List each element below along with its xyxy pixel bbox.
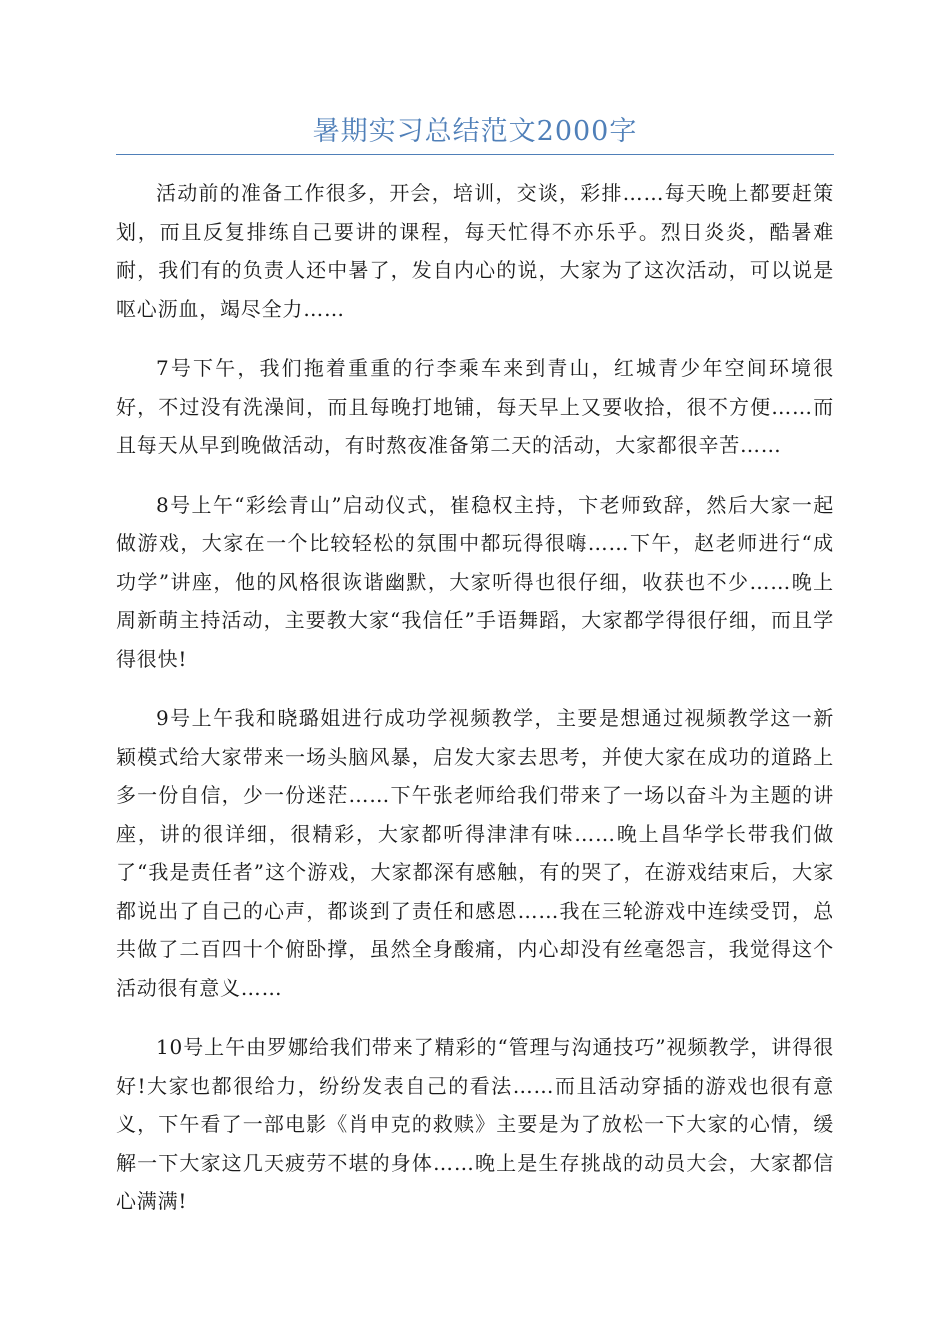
title-underline [116,154,834,155]
paragraph-4: 9号上午我和晓璐姐进行成功学视频教学，主要是想通过视频教学这一新颖模式给大家带来一场头脑风暴，启发大家去思考，并使大家在成功的道路上多一份自信，少一份迷茫……下午张老师给我们带来了一场以奋斗为主题的讲座，讲的很详细，很精彩，大家都听得津津有味……晚上昌华学长带我们做了“我是责任者”这个游戏，大家都深有感触，有的哭了，在游戏结束后，大家都说出了自己的心声，都谈到了责任和感恩……我在三轮游戏中连续受罚，总共做了二百四十个俯卧撑，虽然全身酸痛，内心却没有丝毫怨言，我觉得这个活动很有意义…… [116,706,834,1000]
paragraph-3: 8号上午“彩绘青山”启动仪式，崔稳权主持，卞老师致辞，然后大家一起做游戏，大家在一个比较轻松的氛围中都玩得很嗨……下午，赵老师进行“成功学”讲座，他的风格很诙谐幽默，大家听得也很仔细，收获也不少……晚上周新萌主持活动，主要教大家“我信任”手语舞蹈，大家都学得很仔细，而且学得很快! [116,492,834,671]
document-body [116,174,834,1242]
paragraph-2: 7号下午，我们拖着重重的行李乘车来到青山，红城青少年空间环境很好，不过没有洗澡间，而且每晚打地铺，每天早上又要收拾，很不方便……而且每天从早到晚做活动，有时熬夜准备第二天的活动，大家都很辛苦…… [116,356,834,457]
document-title: 暑期实习总结范文2000字 [312,116,638,147]
paragraph-1: 活动前的准备工作很多，开会，培训，交谈，彩排……每天晚上都要赶策划，而且反复排练自己要讲的课程，每天忙得不亦乐乎。烈日炎炎，酷暑难耐，我们有的负责人还中暑了，发自内心的说，大家为了这次活动，可以说是呕心沥血，竭尽全力…… [116,181,834,321]
paragraph-5: 10号上午由罗娜给我们带来了精彩的“管理与沟通技巧”视频教学，讲得很好!大家也都很给力，纷纷发表自己的看法……而且活动穿插的游戏也很有意义，下午看了一部电影《肖申克的救赎》主要是为了放松一下大家的心情，缓解一下大家这几天疲劳不堪的身体……晚上是生存挑战的动员大会，大家都信心满满! [116,1035,834,1213]
